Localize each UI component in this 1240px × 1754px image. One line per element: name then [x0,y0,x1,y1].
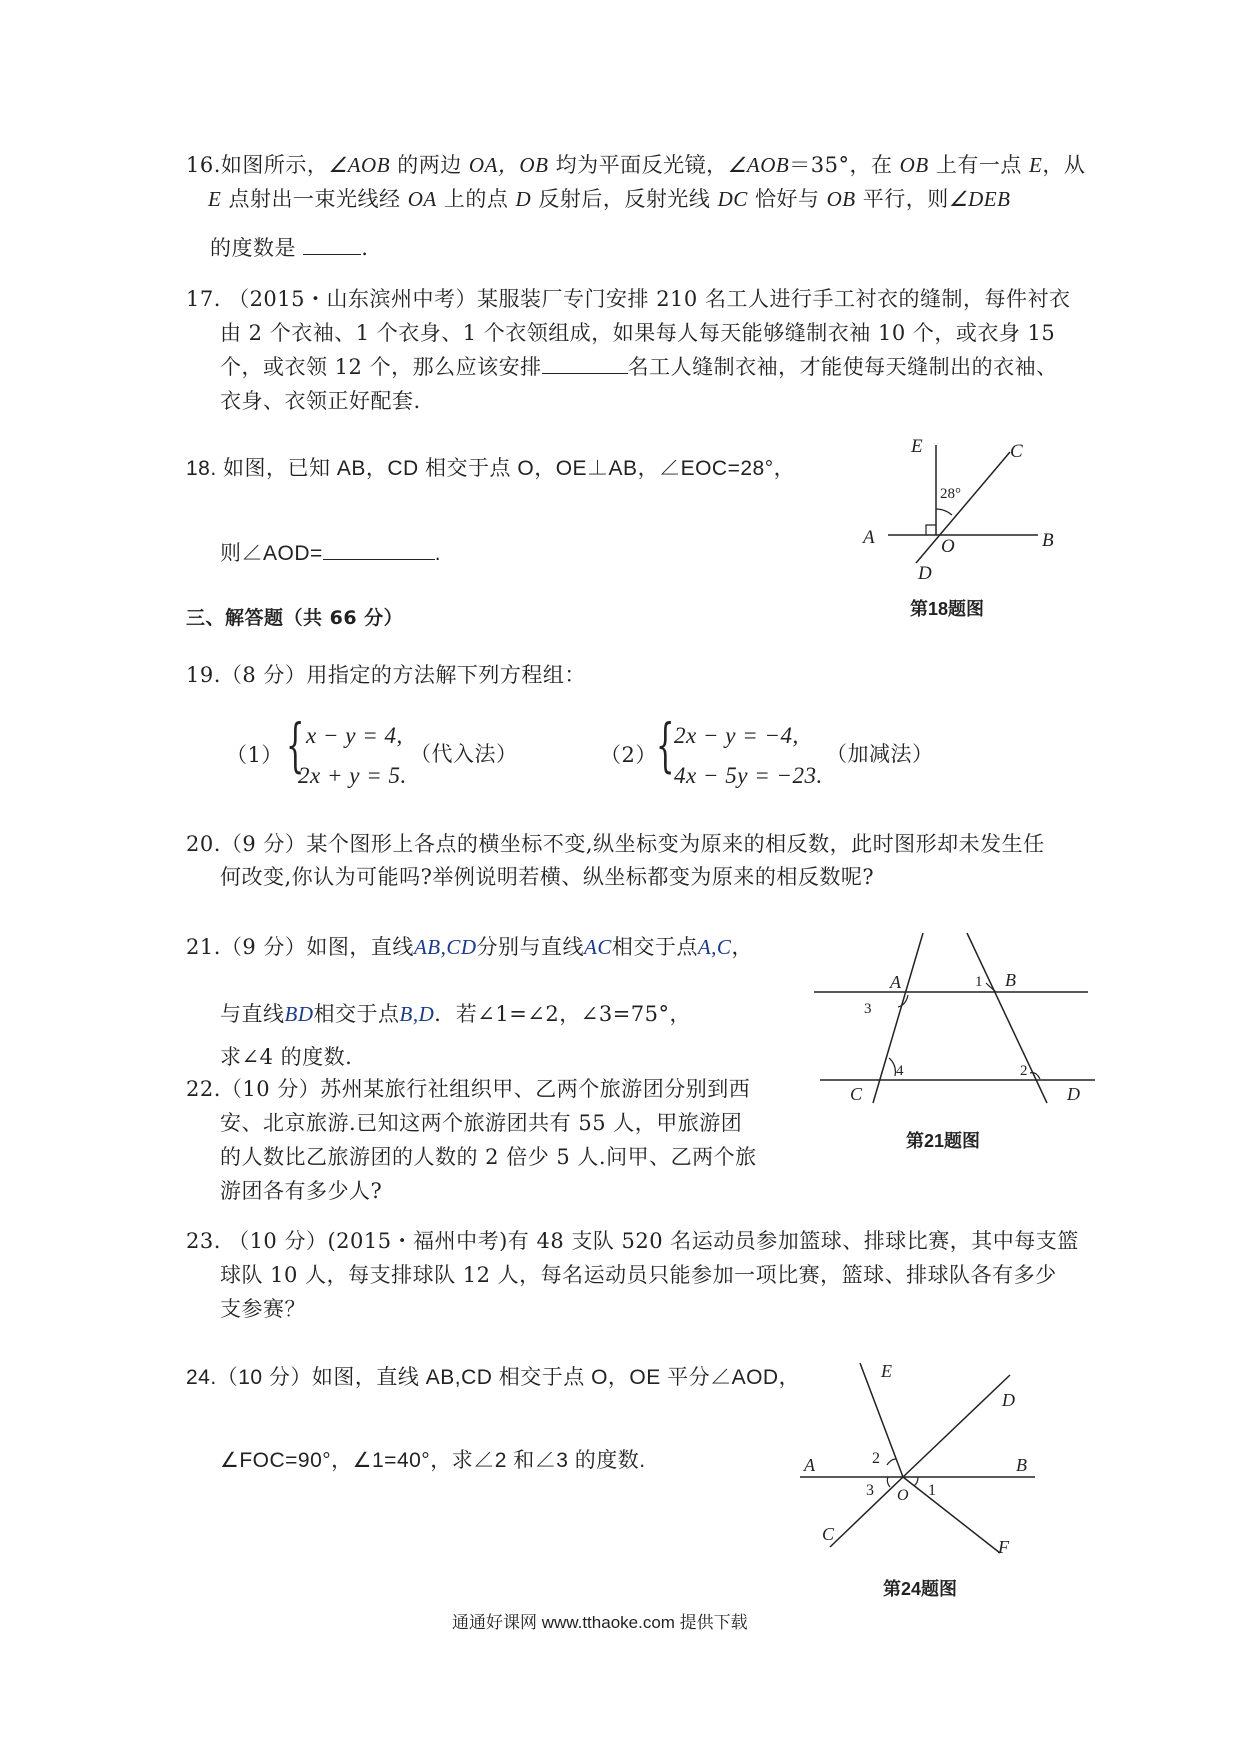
q19-part1-eq1: x − y = 4, [306,723,403,748]
q18-line2: 则∠AOD= . [220,542,442,565]
q21-line3: 求∠4 的度数. [220,1045,353,1069]
angle2-arc [887,1459,896,1465]
q24-line1: 24.（10 分）如图，直线 AB,CD 相交于点 O，OE 平分∠AOD， [186,1366,801,1389]
angle1-arc [914,1477,918,1486]
q21-figure [810,925,1100,1110]
label-a: A [804,1455,815,1475]
label-3: 3 [866,1482,874,1499]
line-bd [967,933,1047,1103]
label-o: O [941,536,955,557]
q19-part1-number: （1） [226,743,283,767]
label-4: 4 [896,1063,904,1079]
q20-line1: 20.（9 分）某个图形上各点的横坐标不变,纵坐标变为原来的相反数，此时图形却未发生任 [186,832,1045,856]
q22-line4: 游团各有多少人? [220,1179,383,1203]
q23-line2: 球队 10 人，每支排球队 12 人，每名运动员只能参加一项比赛，篮球、排球队各有多少 [220,1263,1057,1287]
label-f: F [998,1537,1009,1557]
line-od [903,1375,1010,1477]
q23-line3: 支参赛？ [220,1297,306,1321]
q17-line4: 衣身、衣领正好配套. [220,389,421,413]
angle-arc [936,509,952,515]
q18-figure [855,435,1075,585]
line-of [903,1477,1000,1553]
q21-line1: 21.（9 分）如图，直线AB,CD分别与直线AC相交于点A,C， [186,935,753,959]
label-e: E [911,436,923,457]
q21-line2: 与直线BD相交于点B,D．若∠1=∠2，∠3=75°， [220,1002,692,1026]
q22-line1: 22.（10 分）苏州某旅行社组织甲、乙两个旅游团分别到西 [186,1077,751,1101]
label-2: 2 [872,1450,880,1467]
q17-line1: 17. （2015・山东滨州中考）某服装厂专门安排 210 名工人进行手工衬衣的缝制，每件衬衣 [186,287,1071,311]
label-c: C [1010,441,1023,462]
q18-caption: 第18题图 [910,599,985,619]
q19-part2-method: （加减法） [826,742,934,766]
q17-line3: 个，或衣领 12 个，那么应该安排 名工人缝制衣袖，才能使每天缝制出的衣袖、 [220,355,1058,379]
label-b: B [1016,1455,1027,1475]
label-1: 1 [975,974,983,990]
q18-line1: 18. 如图，已知 AB，CD 相交于点 O，OE⊥AB，∠EOC=28°， [186,457,796,480]
label-a: A [863,527,875,548]
q24-line2: ∠FOC=90°，∠1=40°，求∠2 和∠3 的度数. [220,1449,646,1472]
label-2: 2 [1020,1063,1028,1079]
q19-part1-eq2: 2x + y = 5. [298,763,407,788]
label-b: B [1005,970,1016,990]
right-angle-mark [926,525,936,535]
q24-figure [790,1355,1050,1570]
label-a: A [890,972,901,992]
q22-line2: 安、北京旅游.已知这两个旅游团共有 55 人，甲旅游团 [220,1111,743,1135]
answer-blank [542,355,628,374]
q19-part2-eq2: 4x − 5y = −23. [674,763,823,788]
q19-part2-eq1: 2x − y = −4, [674,723,799,748]
q16-line2: E 点射出一束光线经 OA 上的点 D 反射后，反射光线 DC 恰好与 OB 平行，则∠DEB [208,187,1011,211]
q22-line3: 的人数比乙旅游团的人数的 2 倍少 5 人.问甲、乙两个旅 [220,1145,757,1169]
line-cd [916,452,1010,563]
answer-blank [303,236,361,255]
brace-icon: { [286,711,305,779]
q19-title: 19.（8 分）用指定的方法解下列方程组： [186,663,586,687]
q23-line1: 23. （10 分）(2015・福州中考)有 48 支队 520 名运动员参加篮球、排球比赛，其中每支篮 [186,1229,1079,1253]
q20-line2: 何改变,你认为可能吗?举例说明若横、纵坐标都变为原来的相反数呢? [220,865,875,889]
angle4-arc [889,1058,895,1076]
label-b: B [1042,530,1054,551]
label-c: C [850,1084,863,1104]
section-heading: 三、解答题（共 66 分） [186,607,404,629]
q17-line2: 由 2 个衣袖、1 个衣身、1 个衣领组成，如果每人每天能够缝制衣袖 10 个，或衣身 15 [220,321,1056,345]
q16-line3: 的度数是 . [210,236,369,260]
angle3-arc [887,1477,890,1487]
q24-caption: 第24题图 [883,1579,958,1599]
label-3: 3 [864,1001,872,1017]
label-c: C [822,1524,835,1544]
angle-label: 28° [940,486,961,502]
label-d: D [1067,1084,1080,1104]
label-1: 1 [928,1482,936,1499]
label-o: O [897,1487,909,1504]
brace-icon: { [656,711,675,779]
answer-blank [323,541,435,560]
q16-line1: 16.如图所示，∠AOB 的两边 OA，OB 均为平面反光镜，∠AOB＝35°，在 OB 上有一点 E，从 [186,153,1086,177]
q19-part1-method: （代入法） [410,742,518,766]
page-footer: 通通好课网 www.tthaoke.com 提供下载 [452,1613,748,1632]
q19-part2-number: （2） [600,743,657,767]
label-e: E [881,1361,892,1381]
q21-caption: 第21题图 [906,1131,981,1151]
label-d: D [918,563,932,584]
label-d: D [1002,1390,1015,1410]
